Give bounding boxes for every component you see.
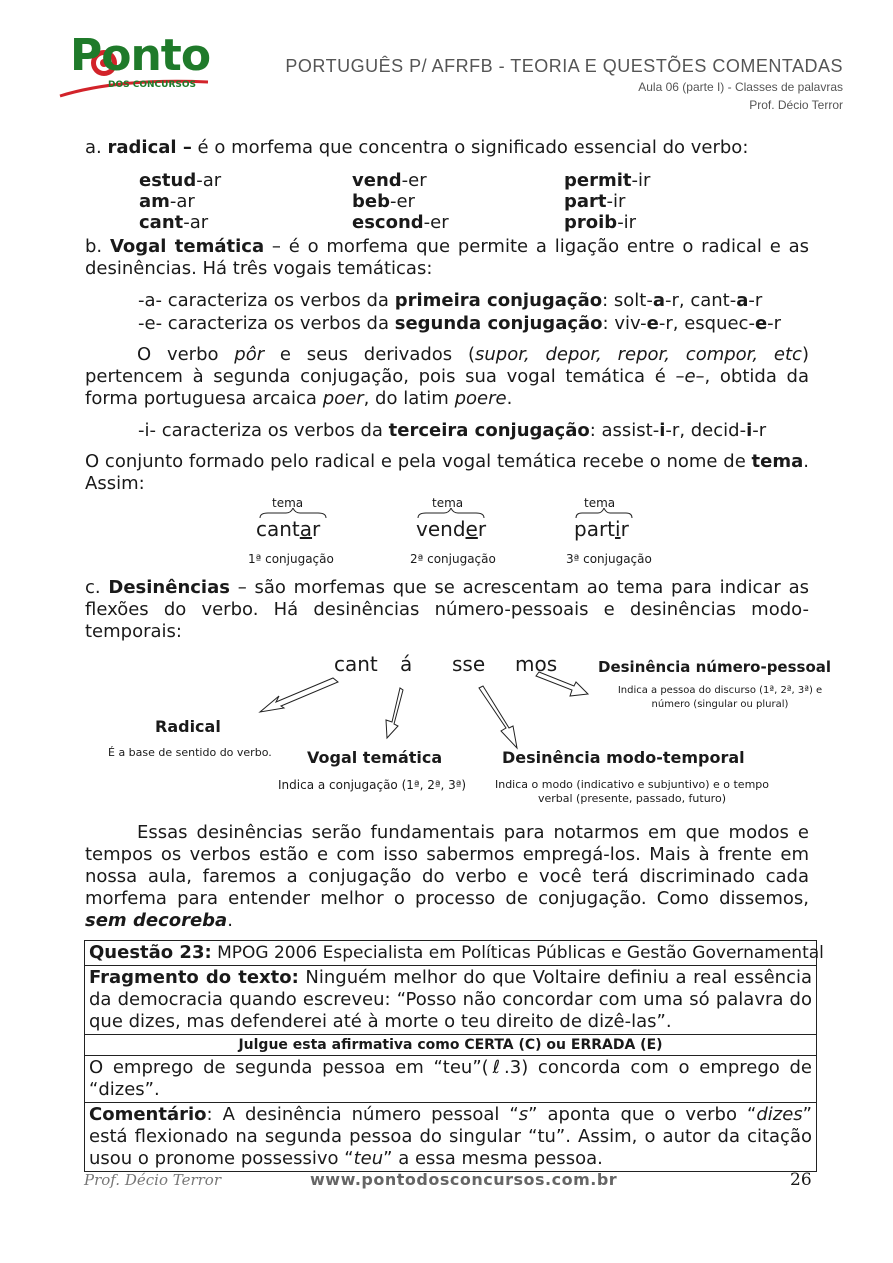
vowel-e-line: -e- caracteriza os verbos da segunda conjugação: viv-e-r, esquec-e-r [138,313,782,334]
question-judge: Julgue esta afirmativa como CERTA (C) ou ERRADA (E) [85,1035,816,1056]
arrow-modo-icon [479,686,517,748]
tema-example-2 [410,496,520,568]
section-c-intro: c. Desinências – são morfemas que se acrescentam ao tema para indicar as flexões do verbo. Há desinências número-pessoais e desinências modo-temporais: [85,577,810,642]
conj-label: 3ª conjugação [566,552,652,566]
footer-professor: Prof. Décio Terror [84,1171,222,1189]
vowel-i-line: -i- caracteriza os verbos da terceira conjugação: assist-i-r, decid-i-r [138,420,767,441]
morpheme-cant: cant [334,652,378,676]
question-fragment: Fragmento do texto: Ninguém melhor do que Voltaire definiu a real essência da democracia quando escreveu: “Posso não concordar com uma só palavra do que dizes, mas defenderei até à morte o teu direito de dizê-las”. [85,966,816,1035]
por-paragraph: O verbo pôr e seus derivados (supor, depor, repor, compor, etc) pertencem à segunda conjugação, pois sua vogal temática é –e–, obtida da forma portuguesa arcaica poer, do latim poere. [85,344,809,409]
footer-site[interactable]: www.pontodosconcursos.com.br [310,1170,618,1189]
morpheme-mos: mos [515,652,558,676]
vogal-desc: Indica a conjugação (1ª, 2ª, 3ª) [278,778,467,792]
modo-title: Desinência modo-temporal [502,748,745,767]
header-lesson: Aula 06 (parte I) - Classes de palavras [638,80,843,94]
arrow-radical-icon [260,678,338,712]
question-statement: O emprego de segunda pessoa em “teu”(ℓ.3) concorda com o emprego de “dizes”. [85,1056,816,1103]
question-title: Questão 23: MPOG 2006 Especialista em Políticas Públicas e Gestão Governamental [85,941,816,966]
header-professor: Prof. Décio Terror [749,98,843,112]
tema-label: tema [584,496,616,510]
conj-label: 1ª conjugação [248,552,334,566]
tema-word: partir [574,517,629,541]
section-b-intro: b. Vogal temática – é o morfema que permite a ligação entre o radical e as desinências. Há três vogais temáticas: [85,236,809,279]
logo [58,30,218,100]
tema-example-3 [566,496,676,568]
arrow-vogal-icon [386,688,403,738]
numero-title: Desinência número-pessoal [598,658,832,676]
morpheme-diagram [80,650,840,810]
morpheme-sse: sse [452,652,486,676]
conj-label: 2ª conjugação [410,552,496,566]
logo-subtext: DOS CONCURSOS [108,80,196,90]
question-comment: Comentário: A desinência número pessoal “s” aponta que o verbo “dizes” está flexionado na segunda pessoa do singular “tu”. Assim, o autor da citação usou o pronome possessivo “teu” a essa mesma pessoa. [89,1104,812,1169]
tema-word: cantar [256,517,321,541]
modo-desc: Indica o modo (indicativo e subjuntivo) e o tempo verbal (presente, passado, futuro) [494,778,770,805]
header-title: PORTUGUÊS P/ AFRFB - TEORIA E QUESTÕES COMENTADAS [285,56,843,76]
closing-paragraph: Essas desinências serão fundamentais para notarmos em que modos e tempos os verbos estão e com isso sabermos empregá-los. Mais à frente em nossa aula, faremos a conjugação do verbo e você terá discriminado cada morfema para entender melhor o processo de conjugação. Como dissemos, sem decoreba. [85,822,809,931]
vogal-title: Vogal temática [307,748,443,767]
tema-label: tema [432,496,464,510]
page-number: 26 [790,1170,812,1190]
numero-desc: Indica a pessoa do discurso (1ª, 2ª, 3ª) e número (singular ou plural) [617,685,823,710]
vowel-a-line: -a- caracteriza os verbos da primeira conjugação: solt-a-r, cant-a-r [138,290,763,311]
question-box [84,940,824,1172]
examples-col-2: vend-er beb-er escond-er [352,170,449,233]
tema-example-1 [248,496,358,568]
radical-desc: É a base de sentido do verbo. [108,746,272,759]
tema-paragraph: O conjunto formado pelo radical e pela vogal temática recebe o nome de tema. Assim: [85,451,809,494]
radical-title: Radical [155,717,221,736]
examples-col-1: estud-ar am-ar cant-ar [139,170,222,233]
examples-col-3: permit-ir part-ir proib-ir [564,170,651,233]
logo-text: Ponto [70,30,211,81]
section-a-intro: a. radical – é o morfema que concentra o significado essencial do verbo: [85,137,749,158]
arrow-numero-icon [536,672,588,696]
morpheme-a: á [400,652,413,676]
tema-label: tema [272,496,304,510]
tema-word: vender [416,517,487,541]
